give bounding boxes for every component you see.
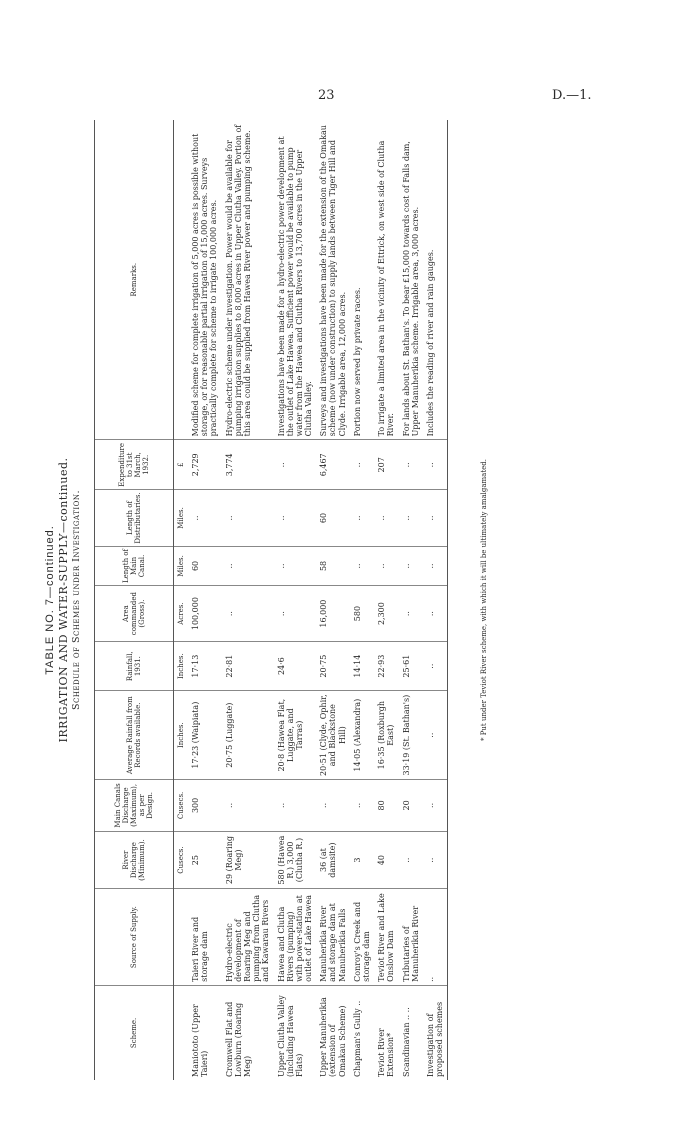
table-heading: IRRIGATION AND WATER-SUPPLY—continued. bbox=[57, 457, 70, 743]
source-cell: Manuherikia River and storage dam at Manuherikia Falls bbox=[316, 889, 350, 986]
table-titles bbox=[40, 120, 82, 1080]
table-row bbox=[350, 120, 374, 1080]
canal-discharge-cell: 80 bbox=[374, 779, 398, 831]
main-canal-cell: .. bbox=[222, 546, 274, 586]
area-cell: .. bbox=[399, 586, 423, 642]
source-cell: Hawea and Clutha Rivers (pumping) with power-station at outlet of Lake Hawea bbox=[274, 889, 317, 986]
canal-discharge-cell: .. bbox=[222, 779, 274, 831]
table-row bbox=[316, 120, 350, 1080]
col-header: Source of Supply. bbox=[95, 889, 174, 986]
area-cell: 2,300 bbox=[374, 586, 398, 642]
avg-rainfall-cell: 20·8 (Hawea Flat, Luggate, and Tarras) bbox=[274, 691, 317, 780]
unit-cell: Inches. bbox=[174, 641, 189, 690]
avg-rainfall-cell: 14·05 (Alexandra) bbox=[350, 691, 374, 780]
rotated-table-page bbox=[40, 120, 560, 1080]
distributaries-cell: .. bbox=[350, 490, 374, 546]
scheme-cell: Teviot River Extension* bbox=[377, 1028, 396, 1077]
area-cell: 16,000 bbox=[316, 586, 350, 642]
col-header: Average Rainfall from Records available. bbox=[95, 691, 174, 780]
remarks-cell: Modified scheme for complete irrigation of 5,000 acres is possible without storage, or for reasonable partial irrigation of 15,000 acres. Surveys practically complete for scheme to irrigate 100,000 acres. bbox=[188, 120, 222, 440]
main-canal-cell: .. bbox=[399, 546, 423, 586]
discharge-cell: 29 (Roaring Meg) bbox=[222, 831, 274, 889]
remarks-cell: Surveys and investigations have been made for the extension of the Omakau scheme (now under construction) to supply lands between Tiger Hill and Clyde. Irrigable area, 12,000 acres. bbox=[316, 120, 350, 440]
source-cell: Tributaries of Manuherikia River bbox=[399, 889, 423, 986]
rainfall-1931-cell: 20·75 bbox=[316, 641, 350, 690]
col-header: Length of Main Canal. bbox=[95, 546, 174, 586]
remarks-cell: Investigations have been made for a hydro-electric power development at the outlet of Lake Hawea. Sufficient power would be available to pump water from the Hawea and Clutha Rivers to 13,700 acres in the Upper Clutha Valley. bbox=[274, 120, 317, 440]
unit-cell: Acres. bbox=[174, 586, 189, 642]
table-subheading: Schedule of Schemes under Investigation. bbox=[71, 489, 82, 711]
rainfall-1931-cell: 14·14 bbox=[350, 641, 374, 690]
discharge-cell: 36 (at damsite) bbox=[316, 831, 350, 889]
distributaries-cell: .. bbox=[222, 490, 274, 546]
canal-discharge-cell: .. bbox=[316, 779, 350, 831]
main-canal-cell: 60 bbox=[188, 546, 222, 586]
unit-cell bbox=[174, 889, 189, 986]
scheme-cell: Investigation of proposed schemes bbox=[423, 985, 448, 1080]
col-header: Expenditure to 31st March, 1932. bbox=[95, 440, 174, 490]
table-title: TABLE NO. 7—continued. bbox=[44, 525, 56, 675]
expenditure-cell: 6,467 bbox=[316, 440, 350, 490]
area-cell: 100,000 bbox=[188, 586, 222, 642]
discharge-cell: 40 bbox=[374, 831, 398, 889]
table-row bbox=[274, 120, 317, 1080]
expenditure-cell: .. bbox=[350, 440, 374, 490]
col-header: Scheme. bbox=[95, 985, 174, 1080]
source-cell: Taieri River and storage dam bbox=[188, 889, 222, 986]
table-row bbox=[399, 120, 423, 1080]
unit-cell bbox=[174, 985, 189, 1080]
rainfall-1931-cell: 25·61 bbox=[399, 641, 423, 690]
col-header: Length of Distributaries. bbox=[95, 490, 174, 546]
canal-discharge-cell: .. bbox=[350, 779, 374, 831]
col-header: Remarks. bbox=[95, 120, 174, 440]
discharge-cell: .. bbox=[423, 831, 448, 889]
scheme-cell: Upper Clutha Valley (including Hawea Flats) bbox=[276, 995, 304, 1077]
table-row bbox=[222, 120, 274, 1080]
distributaries-cell: .. bbox=[374, 490, 398, 546]
expenditure-cell: .. bbox=[399, 440, 423, 490]
avg-rainfall-cell: 33·19 (St. Bathan's) bbox=[399, 691, 423, 780]
main-canal-cell: .. bbox=[423, 546, 448, 586]
expenditure-cell: 2,729 bbox=[188, 440, 222, 490]
unit-cell: Miles. bbox=[174, 546, 189, 586]
table-row bbox=[374, 120, 398, 1080]
source-cell: Teviot River and Lake Onslow Dam bbox=[374, 889, 398, 986]
unit-cell: Cusecs. bbox=[174, 831, 189, 889]
distributaries-cell: .. bbox=[423, 490, 448, 546]
source-cell: Hydro-electric development of Roaring Meg and pumping from Clutha and Kawarau Rivers bbox=[222, 889, 274, 986]
header-row bbox=[95, 120, 174, 1080]
rainfall-1931-cell: .. bbox=[423, 641, 448, 690]
scheme-cell: Maniototo (Upper Taieri) bbox=[191, 1004, 210, 1077]
unit-cell: £ bbox=[174, 440, 189, 490]
source-cell: Conroy's Creek and storage dam bbox=[350, 889, 374, 986]
area-cell: 580 bbox=[350, 586, 374, 642]
avg-rainfall-cell: 17·23 (Waipiata) bbox=[188, 691, 222, 780]
avg-rainfall-cell: 16·35 (Roxburgh East) bbox=[374, 691, 398, 780]
distributaries-cell: .. bbox=[274, 490, 317, 546]
remarks-cell: Includes the reading of river and rain gauges. bbox=[423, 120, 448, 440]
schedule-table bbox=[94, 120, 448, 1080]
scheme-cell: Chapman's Gully .. bbox=[352, 1000, 362, 1077]
area-cell: .. bbox=[423, 586, 448, 642]
remarks-cell: Portion now served by private races. bbox=[350, 120, 374, 440]
unit-cell: Cusecs. bbox=[174, 779, 189, 831]
source-cell: .. bbox=[423, 889, 448, 986]
page-code: D.—1. bbox=[552, 88, 592, 103]
rainfall-1931-cell: 22·81 bbox=[222, 641, 274, 690]
col-header: Rainfall, 1931. bbox=[95, 641, 174, 690]
canal-discharge-cell: 20 bbox=[399, 779, 423, 831]
scheme-cell: Cromwell Flat and Lowburn (Roaring Meg) bbox=[224, 1001, 252, 1077]
area-cell: .. bbox=[274, 586, 317, 642]
remarks-cell: Hydro-electric scheme under investigation. Power would be available for pumping irrigation supplies to 8,000 acres in Upper Clutha Valley. Portion of this area could be supplied from Hawea River power and pumping scheme. bbox=[222, 120, 274, 440]
col-header: River Discharge (Minimum). bbox=[95, 831, 174, 889]
canal-discharge-cell: .. bbox=[274, 779, 317, 831]
table-row bbox=[423, 120, 448, 1080]
main-canal-cell: 58 bbox=[316, 546, 350, 586]
unit-cell bbox=[174, 120, 189, 440]
discharge-cell: 25 bbox=[188, 831, 222, 889]
unit-cell: Miles. bbox=[174, 490, 189, 546]
footnote: * Put under Teviot River scheme, with which it will be ultimately amalgamated. bbox=[480, 458, 488, 742]
discharge-cell: 3 bbox=[350, 831, 374, 889]
rainfall-1931-cell: 22·93 bbox=[374, 641, 398, 690]
distributaries-cell: .. bbox=[188, 490, 222, 546]
page-number: 23 bbox=[318, 88, 335, 103]
expenditure-cell: 3,774 bbox=[222, 440, 274, 490]
distributaries-cell: .. bbox=[399, 490, 423, 546]
table-row bbox=[188, 120, 222, 1080]
main-canal-cell: .. bbox=[374, 546, 398, 586]
main-canal-cell: .. bbox=[350, 546, 374, 586]
main-canal-cell: .. bbox=[274, 546, 317, 586]
avg-rainfall-cell: 20·75 (Luggate) bbox=[222, 691, 274, 780]
canal-discharge-cell: .. bbox=[423, 779, 448, 831]
expenditure-cell: .. bbox=[423, 440, 448, 490]
canal-discharge-cell: 300 bbox=[188, 779, 222, 831]
remarks-cell: For lands about St. Bathan's. To bear £15,000 towards cost of Falls dam, Upper Manuherikia scheme. Irrigable area, 3,000 acres. bbox=[399, 120, 423, 440]
discharge-cell: .. bbox=[399, 831, 423, 889]
unit-cell: Inches. bbox=[174, 691, 189, 780]
remarks-cell: To irrigate a limited area in the vicinity of Ettrick, on west side of Clutha River. bbox=[374, 120, 398, 440]
units-row bbox=[174, 120, 189, 1080]
col-header: Main Canals Discharge (Maximum), as per Design. bbox=[95, 779, 174, 831]
distributaries-cell: 60 bbox=[316, 490, 350, 546]
avg-rainfall-cell: 20·51 (Clyde, Ophir, and Blackstone Hill) bbox=[316, 691, 350, 780]
scheme-cell: Upper Manuherikia (extension of Omakau Scheme) bbox=[319, 997, 347, 1077]
rainfall-1931-cell: 24·6 bbox=[274, 641, 317, 690]
discharge-cell: 580 (Hawea R.) 3,000 (Clutha R.) bbox=[274, 831, 317, 889]
scheme-cell: Scandinavian .. .. bbox=[401, 1007, 411, 1077]
expenditure-cell: 207 bbox=[374, 440, 398, 490]
avg-rainfall-cell: .. bbox=[423, 691, 448, 780]
expenditure-cell: .. bbox=[274, 440, 317, 490]
rainfall-1931-cell: 17·13 bbox=[188, 641, 222, 690]
area-cell: .. bbox=[222, 586, 274, 642]
col-header: Area commanded (Gross). bbox=[95, 586, 174, 642]
